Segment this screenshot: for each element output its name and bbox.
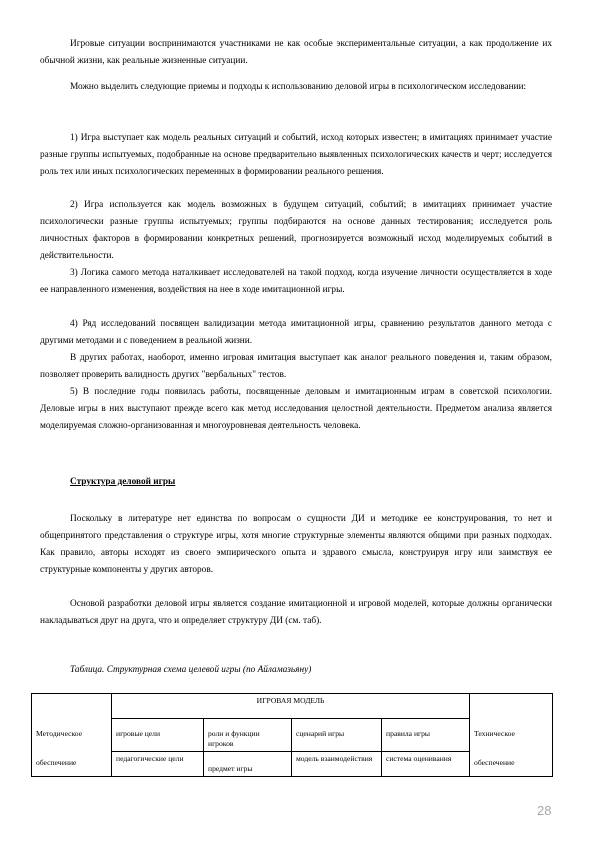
game-subject-cell: предмет игры	[204, 752, 292, 777]
paragraph-6: 4) Ряд исследований посвящен валидизации метода имитационной игры, сравнению результатов данного метода с другими методами и с поведением в реальной жизни.	[40, 319, 552, 346]
table-caption: Таблица. Структурная схема целевой игры (по Айламазьяну)	[70, 665, 312, 675]
paragraph-9: Поскольку в литературе нет единства по вопросам о сущности ДИ и методике ее конструирования, то нет и общепринятого представления о структуре игры, хотя многие структурные элементы являются общими при разных подходах. Как правило, авторы исходят из своего эмпирического опыта и здравого смысла, конструируя игру или заимствуя ее структурные компоненты у других авторов.	[40, 514, 552, 575]
method-support-top	[32, 694, 112, 719]
paragraph-10: Основой разработки деловой игры является создание имитационной и игровой моделей, которые должны органически накладываться друг на друга, что и определяет структуру ДИ (см. таб).	[40, 599, 552, 626]
paragraph-3: 1) Игра выступает как модель реальных ситуаций и событий, исход которых известен; в имитациях принимает участие разные группы испытуемых, подобранные на основе предварительно выявленных психологических качеств и черт; исследуется роль тех или иных психологических переменных в формировании реального решения.	[40, 133, 552, 177]
paragraph-1: Игровые ситуации воспринимаются участниками не как особые экспериментальные ситуации, а как продолжение их обычной жизни, как реальные жизненные ситуации.	[40, 39, 552, 66]
rules-cell: правила игры	[382, 719, 470, 752]
tech-support-label: Техническое	[470, 719, 553, 752]
evaluation-system-cell: система оценивания	[382, 752, 470, 777]
table-row	[32, 719, 553, 752]
roles-cell: роли и функции игроков	[204, 719, 292, 752]
section-heading: Структура деловой игры	[70, 477, 176, 487]
ped-goals-cell: педагогические цели	[112, 752, 204, 777]
structure-table	[31, 693, 553, 777]
game-model-header: ИГРОВАЯ МОДЕЛЬ	[112, 694, 470, 719]
tech-support-top	[470, 694, 553, 719]
paragraph-5: 3) Логика самого метода наталкивает исследователей на такой подход, когда изучение личности осуществляется в ходе ее направленного изменения, воздействия на нее в ходе имитационной игры.	[40, 268, 552, 295]
game-goals-cell: игровые цели	[112, 719, 204, 752]
paragraph-8: 5) В последние годы появилась работы, посвященные деловым и имитационным играм в советской психологии. Деловые игры в них выступают прежде всего как метод исследования целостной деятельности. Предметом анализа является моделируемая сложно-организованная и многоуровневая деятельность человека.	[40, 387, 552, 431]
scenario-cell: сценарий игры	[292, 719, 382, 752]
method-support-label: Методическое	[32, 719, 112, 752]
page-number: 28	[537, 803, 552, 818]
table-row	[32, 752, 553, 777]
method-support-label-2: обеспечение	[32, 752, 112, 777]
tech-support-label-2: обеспечение	[470, 752, 553, 777]
table-header-row	[32, 694, 553, 719]
paragraph-4: 2) Игра используется как модель возможных в будущем ситуаций, событий; в имитациях принимает участие психологически разные группы испытуемых; группы подбираются на основе данных тестирования; исследуется роль личностных факторов в формировании конкретных решений, прогнозируется возможный исход моделируемых событий в действительности.	[40, 200, 552, 261]
paragraph-2: Можно выделить следующие приемы и подходы к использованию деловой игры в психологическом исследовании:	[70, 82, 527, 92]
paragraph-7: В других работах, наоборот, именно игровая имитация выступает как аналог реального поведения и, таким образом, позволяет проверить валидность других "вербальных" тестов.	[40, 353, 552, 380]
interaction-model-cell: модель взаимодействия	[292, 752, 382, 777]
